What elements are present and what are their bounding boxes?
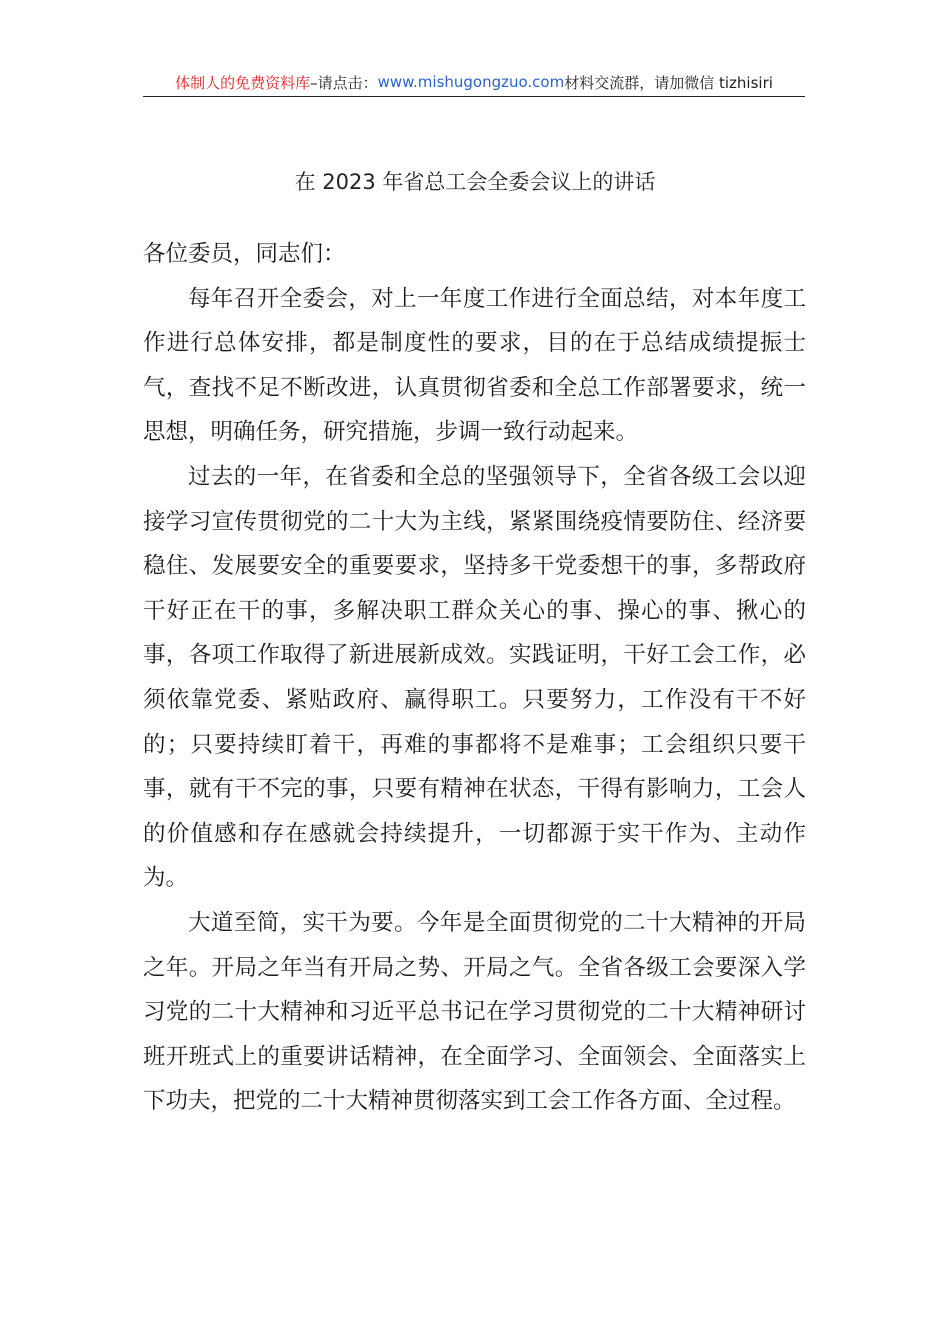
paragraph: 每年召开全委会，对上一年度工作进行全面总结，对本年度工作进行总体安排，都是制度性的要求，目的在于总结成绩提振士气，查找不足不断改进，认真贯彻省委和全总工作部署要求，统一思想，明确任务，研究措施，步调一致行动起来。 [143,285,806,446]
paragraph: 大道至简，实干为要。今年是全面贯彻党的二十大精神的开局之年。开局之年当有开局之势、开局之气。全省各级工会要深入学习党的二十大精神和习近平总书记在学习贯彻党的二十大精神研讨班开班式上的重要讲话精神，在全面学习、全面领会、全面落实上下功夫，把党的二十大精神贯彻落实到工会工作各方面、全过程。 [143,909,806,1115]
page-header [143,68,805,97]
header-link[interactable]: www.mishugongzuo.com [377,73,565,91]
document-title: 在 2023 年省总工会全委会议上的讲话 [294,170,656,194]
header-brand: 体制人的免费资料库 [175,73,311,92]
document-body [143,232,806,1124]
paragraph: 过去的一年，在省委和全总的坚强领导下，全省各级工会以迎接学习宣传贯彻党的二十大为主线，紧紧围绕疫情要防住、经济要稳住、发展要安全的重要要求，坚持多干党委想干的事，多帮政府干好正在干的事，多解决职工群众关心的事、操心的事、揪心的事，各项工作取得了新进展新成效。实践证明，干好工会工作，必须依靠党委、紧贴政府、赢得职工。只要努力，工作没有干不好的；只要持续盯着干，再难的事都将不是难事；工会组织只要干事，就有干不完的事，只要有精神在状态，干得有影响力，工会人的价值感和存在感就会持续提升，一切都源于实干作为、主动作为。 [143,463,806,892]
salutation: 各位委员，同志们： [143,241,346,267]
header-prompt: –请点击： [310,73,378,92]
header-contact: 材料交流群，请加微信 tizhisiri [564,73,773,92]
